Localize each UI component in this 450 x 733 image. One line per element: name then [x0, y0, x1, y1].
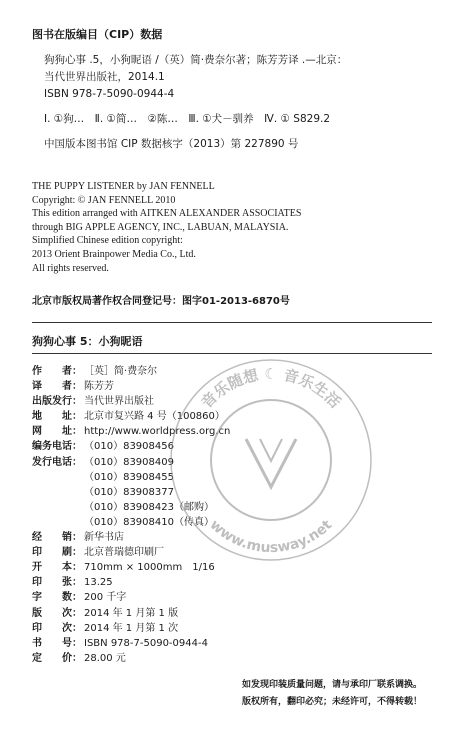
- divider-bottom: [32, 353, 432, 354]
- en-simplified-line: Simplified Chinese edition copyright:: [32, 235, 183, 247]
- translator-value: 陈芳芳: [84, 381, 114, 393]
- en-title-line: THE PUPPY LISTENER by JAN FENNELL: [32, 181, 215, 192]
- en-arranged-line: This edition arranged with AITKEN ALEXANDER ASSOCIATES: [32, 208, 302, 220]
- address-row: 地 址： 北京市复兴路 4 号（100860）: [32, 409, 432, 424]
- sheets-value: 13.25: [84, 577, 113, 589]
- sales-phone-value: （010）83908423（邮购）: [84, 501, 214, 513]
- cip-block: [44, 52, 432, 153]
- edition-value: 2014 年 1 月第 1 版: [84, 607, 179, 619]
- format-value: 710mm × 1000mm 1/16: [84, 562, 215, 574]
- printer-row: 印 刷： 北京普瑞德印刷厂: [32, 545, 432, 560]
- impression-value: 2014 年 1 月第 1 次: [84, 622, 179, 634]
- printer-value: 北京普瑞德印刷厂: [84, 547, 164, 559]
- editor-phone-row: 编务电话： （010）83908456: [32, 439, 432, 454]
- sales-phone-value: （010）83908409: [84, 456, 174, 468]
- website-row: 网 址： http://www.worldpress.org.cn: [32, 424, 432, 439]
- sheets-row: 印 张： 13.25: [32, 575, 432, 590]
- registration-number: 北京市版权局著作权合同登记号：图字01-2013-6870号: [32, 296, 290, 307]
- en-copyright-line: Copyright: © JAN FENNELL 2010: [32, 194, 176, 206]
- website-value: http://www.worldpress.org.cn: [84, 426, 231, 438]
- en-owner-line: 2013 Orient Brainpower Media Co., Ltd.: [32, 248, 196, 260]
- sales-phone-value: （010）83908455: [84, 471, 174, 483]
- format-row: 开 本： 710mm × 1000mm 1/16: [32, 560, 432, 575]
- words-row: 字 数： 200 千字: [32, 590, 432, 605]
- notice-line-2: 版权所有，翻印必究；未经许可，不得转载！: [241, 697, 422, 707]
- book-title: 狗狗心事 5：小狗昵语: [32, 335, 143, 348]
- cip-line: 狗狗心事 .5，小狗昵语 /（英）简·费奈尔著；陈芳芳译 .—北京：: [44, 54, 348, 66]
- notice-line-1: 如发现印装质量问题，请与承印厂联系调换。: [241, 680, 422, 690]
- svg-text:音乐随想 ☾ 音乐生活: [198, 365, 344, 412]
- impression-row: 印 次： 2014 年 1 月第 1 次: [32, 621, 432, 636]
- sales-phone-row: 发行电话： （010）83908409: [32, 455, 432, 470]
- svg-text:www.musway.net: [207, 517, 336, 556]
- watermark-stamp-icon: [168, 357, 374, 563]
- isbn-value: ISBN 978-7-5090-0944-4: [84, 637, 208, 649]
- editor-phone-value: （010）83908456: [84, 441, 174, 453]
- translator-row: 译 者： 陈芳芳: [32, 379, 432, 394]
- price-row: 定 价： 28.00 元: [32, 651, 432, 666]
- isbn-row: 书 号： ISBN 978-7-5090-0944-4: [32, 636, 432, 651]
- sales-phone-value: （010）83908410（传真）: [84, 516, 214, 528]
- cip-isbn: ISBN 978-7-5090-0944-4: [44, 88, 175, 100]
- publisher-value: 当代世界出版社: [84, 396, 154, 408]
- distributor-value: 新华书店: [84, 532, 124, 544]
- cip-number: 中国版本图书馆 CIP 数据核字（2013）第 227890 号: [44, 138, 299, 150]
- publisher-row: 出版发行： 当代世界出版社: [32, 394, 432, 409]
- english-copyright: [32, 180, 432, 275]
- cip-heading: 图书在版编目（CIP）数据: [32, 28, 163, 41]
- divider-top: [32, 322, 432, 323]
- watermark-top-text: 音乐随想 ☾ 音乐生活: [197, 365, 345, 412]
- distributor-row: 经 销： 新华书店: [32, 530, 432, 545]
- author-value: ［英］简·费奈尔: [84, 366, 158, 377]
- edition-row: 版 次： 2014 年 1 月第 1 版: [32, 606, 432, 621]
- address-value: 北京市复兴路 4 号（100860）: [84, 411, 225, 423]
- price-value: 28.00 元: [84, 652, 126, 664]
- quality-notice: [210, 677, 422, 711]
- sales-phone-value: （010）83908377: [84, 486, 174, 498]
- watermark-bottom-text: www.musway.net: [206, 516, 336, 557]
- en-agency-line: through BIG APPLE AGENCY, INC., LABUAN, MALAYSIA.: [32, 221, 289, 233]
- author-row: 作 者： ［英］简·费奈尔: [32, 364, 432, 379]
- words-value: 200 千字: [84, 592, 127, 604]
- en-rights-line: All rights reserved.: [32, 262, 109, 274]
- cip-line: 当代世界出版社，2014.1: [44, 71, 165, 83]
- cip-classification: Ⅰ. ①狗… Ⅱ. ①简… ②陈… Ⅲ. ①犬－驯养 Ⅳ. ① S829.2: [44, 113, 331, 125]
